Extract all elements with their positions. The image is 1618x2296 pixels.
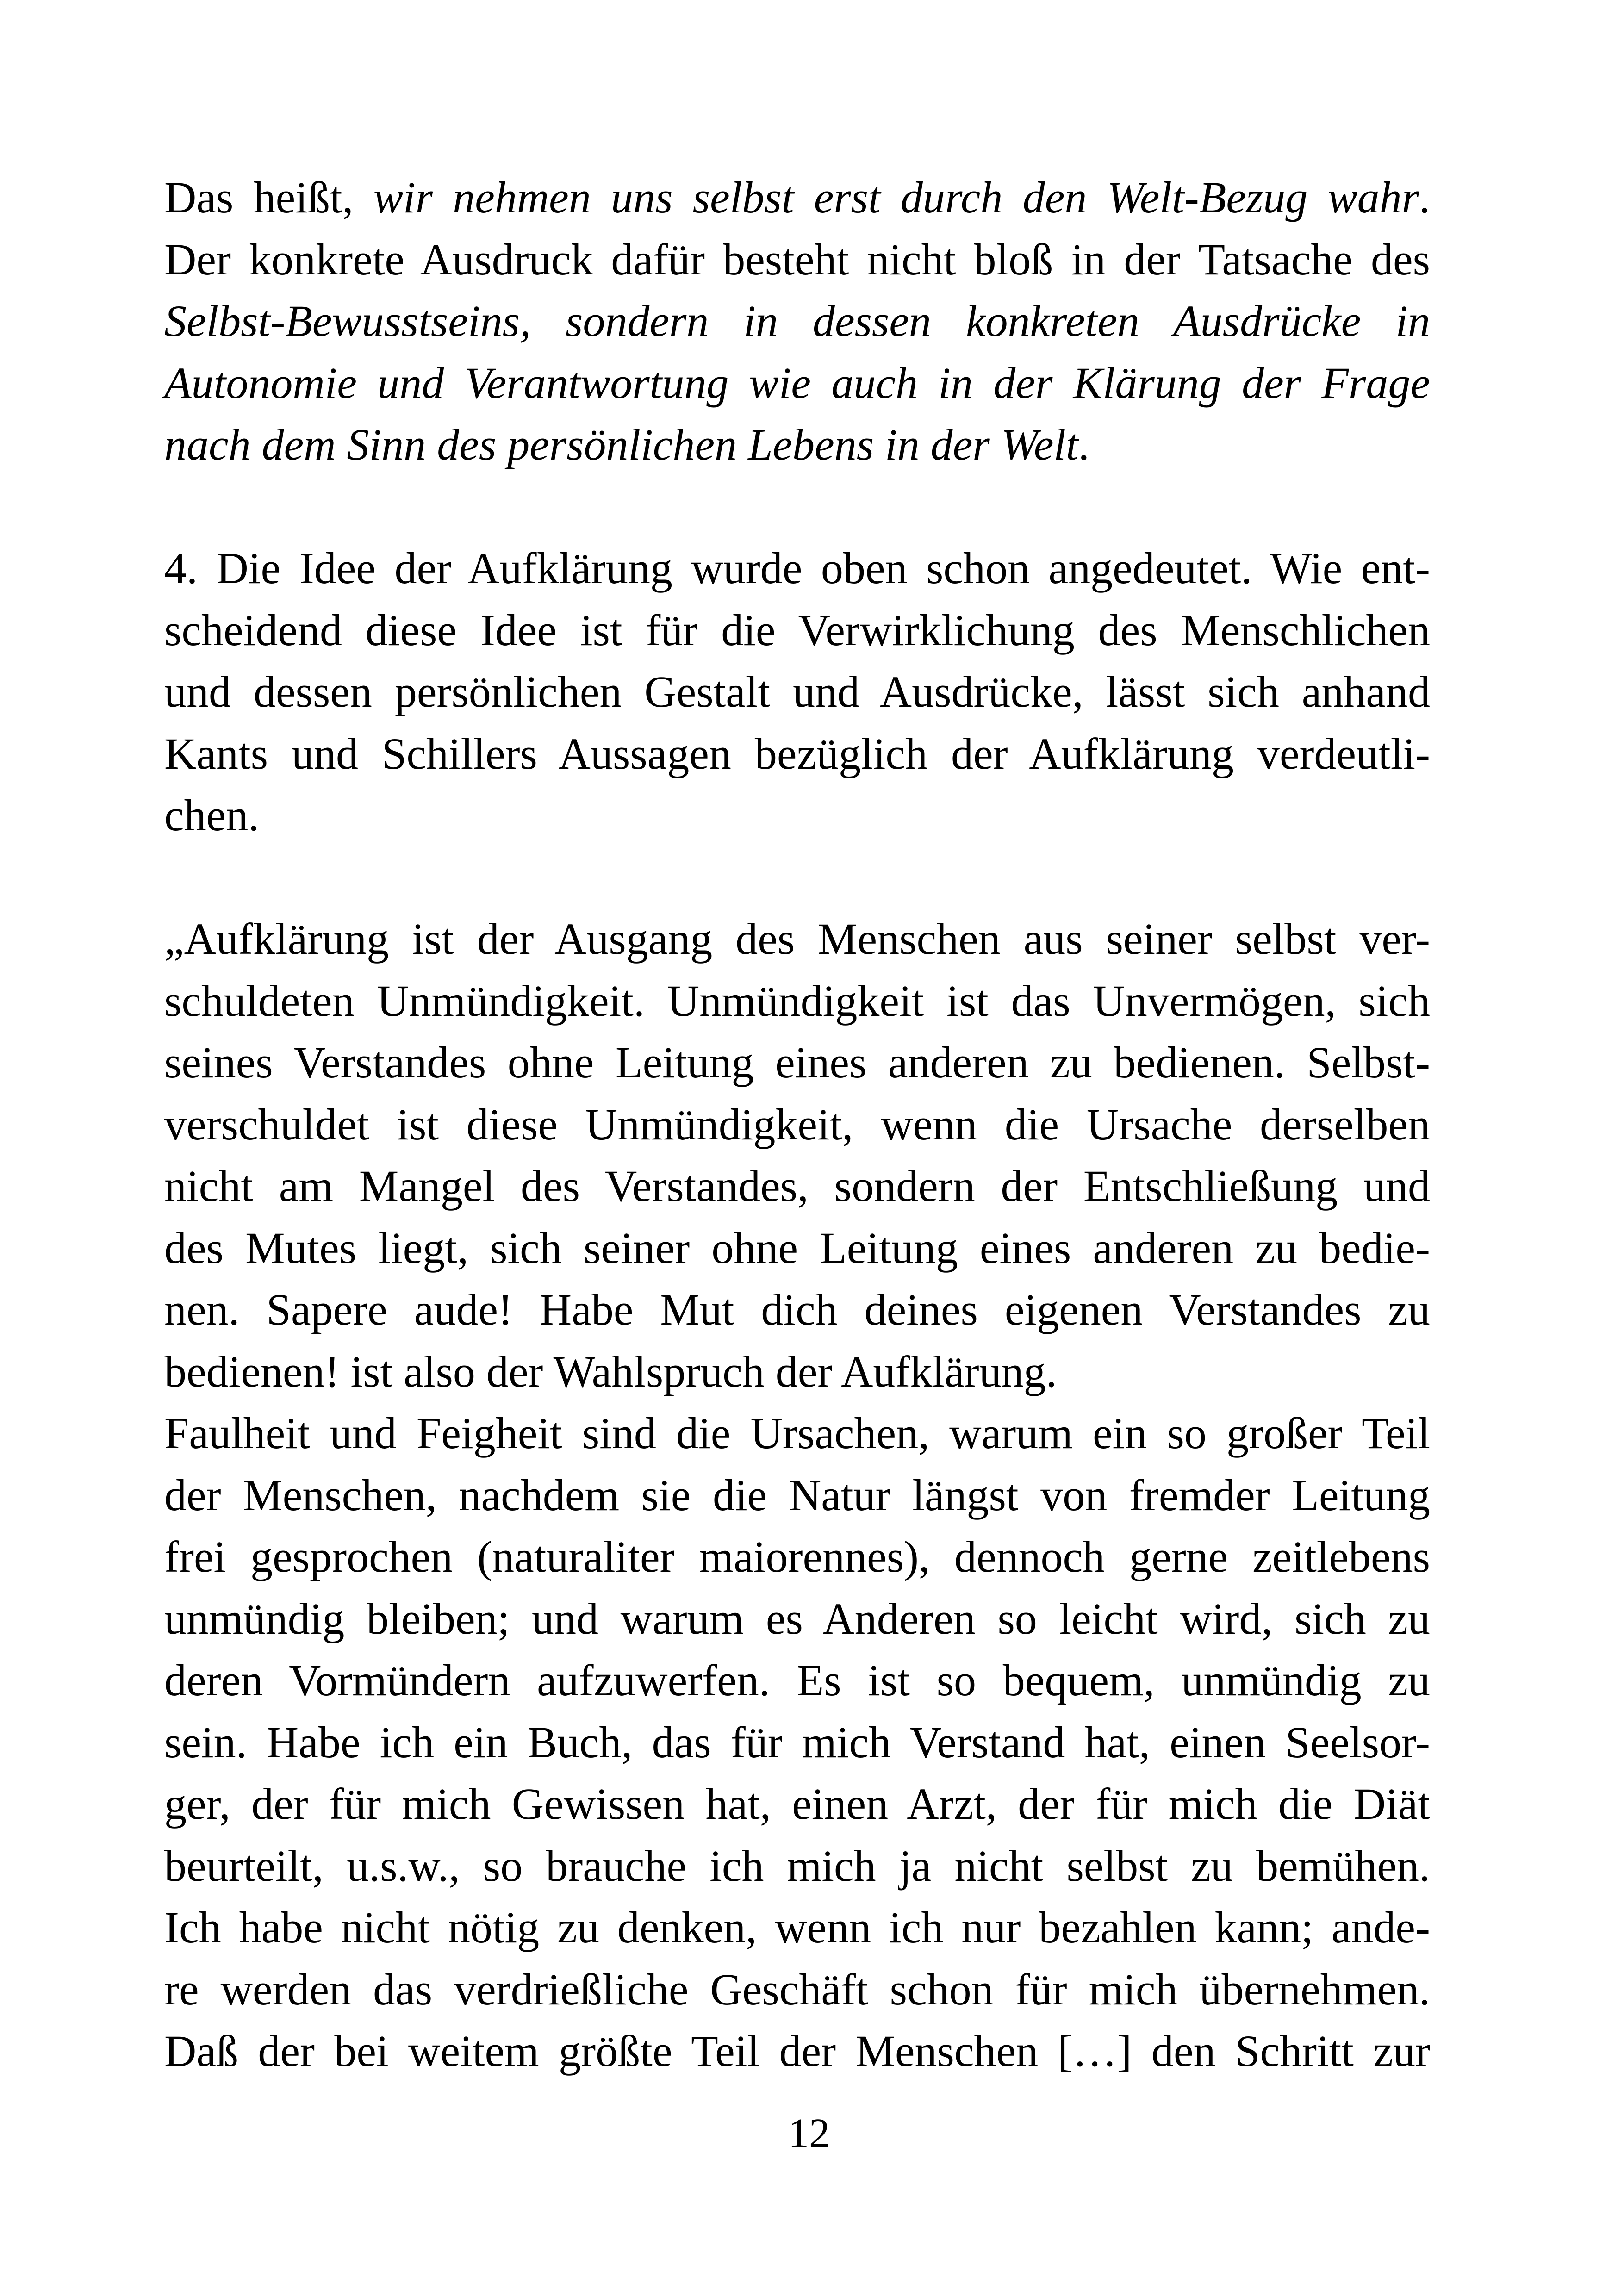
text-line: deren Vormündern aufzuwerfen. Es ist so bequem, unmündig zu <box>164 1655 1430 1705</box>
text-line: verschuldet ist diese Unmündigkeit, wenn die Ursache derselben <box>164 1099 1430 1149</box>
text-line: frei gesprochen (naturaliter maiorennes), dennoch gerne zeitlebens <box>164 1532 1430 1581</box>
text-line: nen. Sapere aude! Habe Mut dich deines eigenen Verstandes zu <box>164 1285 1430 1334</box>
page-number: 12 <box>788 2110 830 2156</box>
text-line: Kants und Schillers Aussagen bezüglich der Aufklärung verdeutli- <box>164 728 1430 778</box>
paragraph-gap <box>164 476 1430 538</box>
paragraph-4 <box>164 1402 1430 2082</box>
text-line: des Mutes liegt, sich seiner ohne Leitung eines anderen zu bedie- <box>164 1223 1430 1273</box>
italic-emphasis: nach dem Sinn des persönlichen Lebens in der Welt <box>164 420 1078 469</box>
text-line: Ich habe nicht nötig zu denken, wenn ich nur bezahlen kann; ande- <box>164 1903 1430 1952</box>
text-line: Daß der bei weitem größte Teil der Menschen […] den Schritt zur <box>164 2026 1430 2076</box>
text-run: . <box>1419 173 1431 222</box>
quote-paragraph <box>164 908 1430 1402</box>
text-line: bedienen! ist also der Wahlspruch der Aufklärung. <box>164 1346 1057 1396</box>
text-line: beurteilt, u.s.w., so brauche ich mich ja nicht selbst zu bemühen. <box>164 1841 1430 1891</box>
text-line: nicht am Mangel des Verstandes, sondern der Entschließung und <box>164 1161 1430 1211</box>
text-line: und dessen persönlichen Gestalt und Ausdrücke, lässt sich anhand <box>164 667 1430 716</box>
text-line: seines Verstandes ohne Leitung eines anderen zu bedienen. Selbst- <box>164 1038 1430 1087</box>
text-line <box>164 167 1430 229</box>
text-line: ger, der für mich Gewissen hat, einen Arzt, der für mich die Diät <box>164 1779 1430 1829</box>
text-line: sein. Habe ich ein Buch, das für mich Verstand hat, einen Seelsor- <box>164 1717 1430 1767</box>
text-line: scheidend diese Idee ist für die Verwirklichung des Menschlichen <box>164 605 1430 655</box>
italic-emphasis: wir nehmen uns selbst erst durch den Welt-Bezug wahr <box>373 173 1419 222</box>
text-line: „Aufklärung ist der Ausgang des Menschen aus seiner selbst ver- <box>164 914 1430 964</box>
text-line: der Menschen, nachdem sie die Natur längst von fremder Leitung <box>164 1470 1430 1520</box>
paragraph-1 <box>164 167 1430 476</box>
text-line: Faulheit und Feigheit sind die Ursachen, warum ein so großer Teil <box>164 1408 1430 1458</box>
text-line <box>164 290 1430 352</box>
paragraph-gap <box>164 846 1430 908</box>
text-run: Das heißt, <box>164 173 373 222</box>
text-line: Der konkrete Ausdruck dafür besteht nicht bloß in der Tatsache des <box>164 234 1430 284</box>
text-line: unmündig bleiben; und warum es Anderen so leicht wird, sich zu <box>164 1593 1430 1643</box>
text-line <box>164 414 1430 476</box>
text-line: schuldeten Unmündigkeit. Unmündigkeit ist das Unvermögen, sich <box>164 976 1430 1026</box>
text-line: re werden das verdrießliche Geschäft schon für mich übernehmen. <box>164 1964 1430 2014</box>
text-line: 4. Die Idee der Aufklärung wurde oben schon angedeutet. Wie ent- <box>164 543 1430 593</box>
text-line <box>164 352 1430 414</box>
italic-emphasis: Selbst-Bewusstseins, sondern in dessen konkreten Ausdrücke in <box>164 296 1430 346</box>
paragraph-2 <box>164 537 1430 846</box>
text-run: . <box>1078 420 1089 469</box>
body-text <box>164 167 1430 2082</box>
text-line: chen. <box>164 790 260 840</box>
italic-emphasis: Autonomie und Verantwortung wie auch in der Klärung der Frage <box>164 358 1430 408</box>
